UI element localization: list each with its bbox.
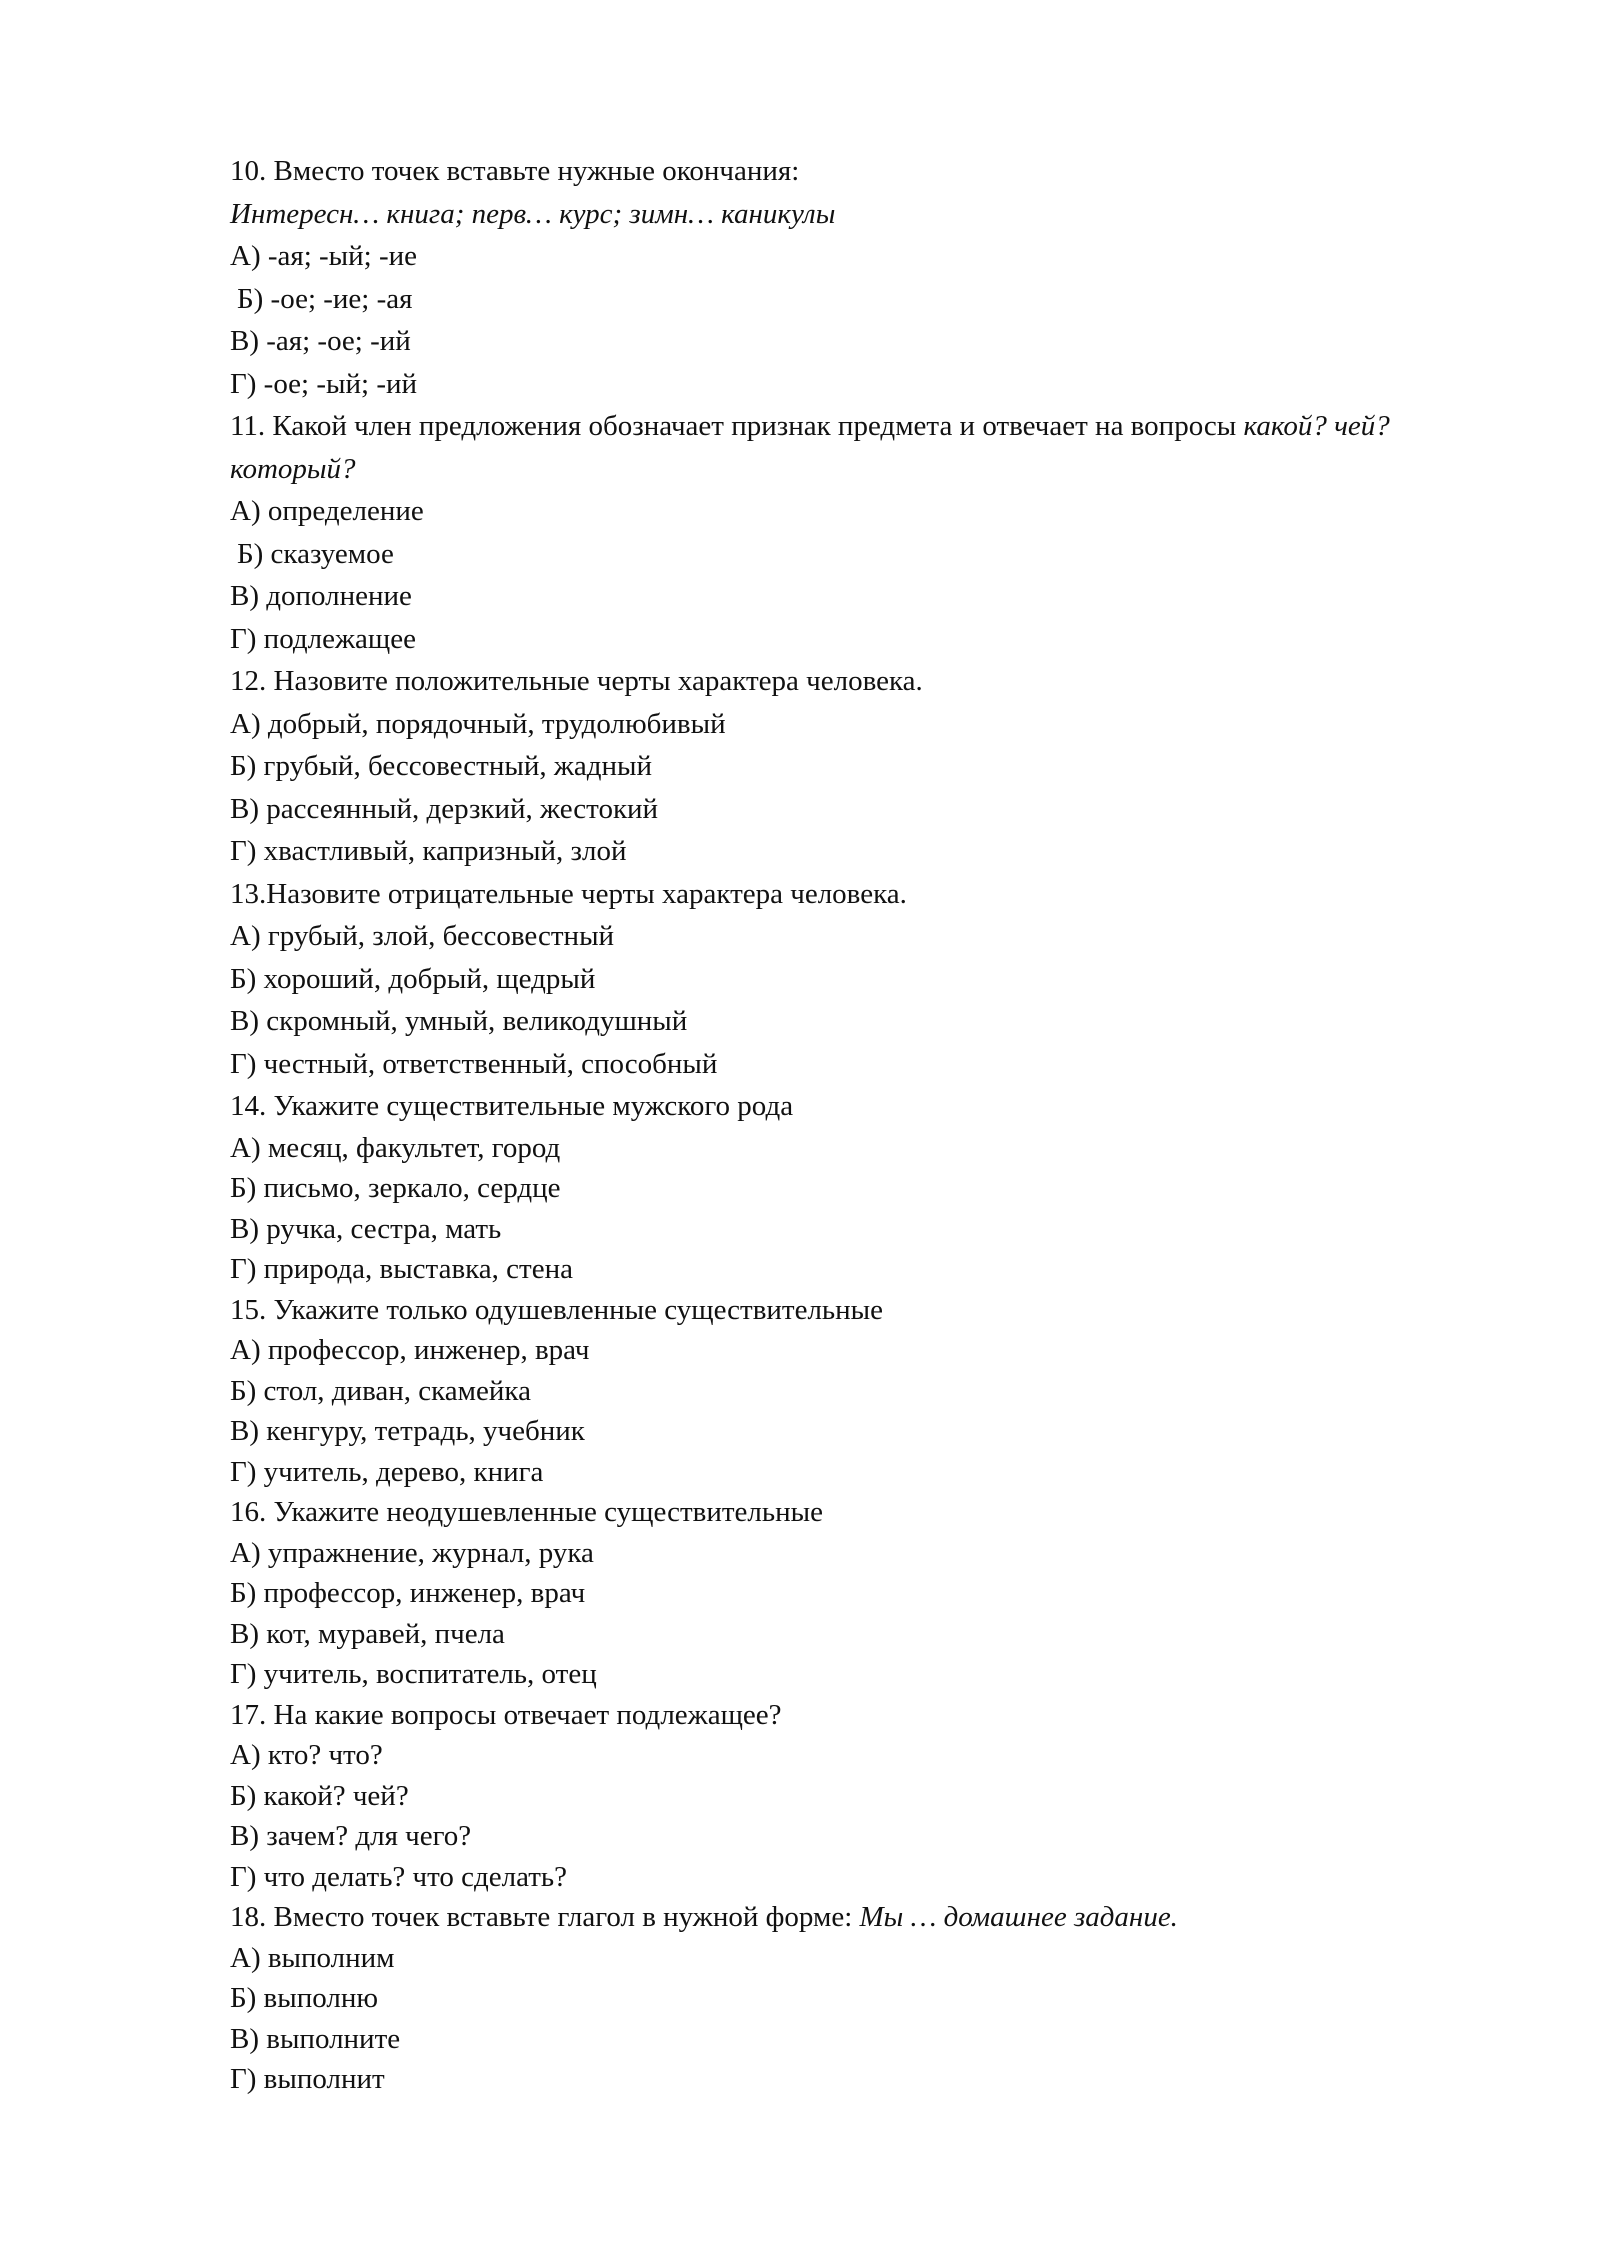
option-15-c: В) кенгуру, тетрадь, учебник (230, 1415, 585, 1447)
option-18-b: Б) выполню (230, 1982, 379, 2014)
question-17: 17. На какие вопросы отвечает подлежащее? (230, 1698, 782, 1731)
option-13-b: Б) хороший, добрый, щедрый (230, 962, 596, 995)
option-12-c: В) рассеянный, дерзкий, жестокий (230, 792, 659, 825)
option-10-a: А) -ая; -ый; -ие (230, 240, 418, 272)
document-page (230, 150, 1480, 2100)
option-17-c: В) зачем? для чего? (230, 1820, 472, 1852)
option-12-a: А) добрый, порядочный, трудолюбивый (230, 707, 726, 740)
option-18-d: Г) выполнит (230, 2063, 385, 2095)
option-18-c: В) выполните (230, 2022, 401, 2055)
option-13-d: Г) честный, ответственный, способный (230, 1047, 718, 1080)
question-11-text: 11. Какой член предложения обозначает признак предмета и отвечает на вопросы (230, 410, 1244, 442)
example-text: Интересн… книга; перв… курс; зимн… каникулы (230, 197, 836, 230)
option-16-b: Б) профессор, инженер, врач (230, 1577, 586, 1609)
option-14-c: В) ручка, сестра, мать (230, 1212, 502, 1245)
option-10-c: В) -ая; -ое; -ий (230, 325, 411, 357)
question-13: 13.Назовите отрицательные черты характера человека. (230, 877, 907, 910)
question-11-italic: какой? чей? который? (230, 410, 1390, 485)
option-10-b: Б) -ое; -ие; -ая (237, 282, 413, 315)
option-13-a: А) грубый, злой, бессовестный (230, 920, 615, 952)
option-12-b: Б) грубый, бессовестный, жадный (230, 750, 653, 782)
option-16-c: В) кот, муравей, пчела (230, 1617, 505, 1650)
question-14: 14. Укажите существительные мужского рода (230, 1090, 794, 1122)
question-18 (230, 1897, 1480, 1938)
option-13-c: В) скромный, умный, великодушный (230, 1005, 688, 1037)
option-14-d: Г) природа, выставка, стена (230, 1253, 573, 1285)
option-16-a: А) упражнение, журнал, рука (230, 1536, 594, 1569)
option-15-a: А) профессор, инженер, врач (230, 1334, 590, 1366)
option-12-d: Г) хвастливый, капризный, злой (230, 835, 627, 867)
option-14-a: А) месяц, факультет, город (230, 1131, 561, 1164)
option-15-d: Г) учитель, дерево, книга (230, 1455, 544, 1488)
question-12: 12. Назовите положительные черты характера человека. (230, 665, 923, 697)
option-16-d: Г) учитель, воспитатель, отец (230, 1658, 597, 1690)
option-18-a: А) выполним (230, 1941, 395, 1974)
question-10-example (230, 193, 1480, 236)
question-11 (230, 405, 1480, 490)
option-11-c: В) дополнение (230, 580, 412, 612)
question-16: 16. Укажите неодушевленные существительные (230, 1496, 823, 1528)
option-15-b: Б) стол, диван, скамейка (230, 1374, 531, 1407)
option-11-a: А) определение (230, 495, 424, 527)
option-11-d: Г) подлежащее (230, 622, 416, 655)
option-17-a: А) кто? что? (230, 1739, 383, 1771)
option-17-b: Б) какой? чей? (230, 1779, 409, 1812)
option-17-d: Г) что делать? что сделать? (230, 1860, 568, 1893)
option-11-b: Б) сказуемое (237, 537, 394, 570)
question-15: 15. Укажите только одушевленные существительные (230, 1293, 884, 1326)
question-18-text: 18. Вместо точек вставьте глагол в нужной форме: (230, 1901, 860, 1933)
question-18-italic: Мы … домашнее задание. (859, 1901, 1178, 1933)
question-10: 10. Вместо точек вставьте нужные окончания: (230, 155, 800, 187)
option-10-d: Г) -ое; -ый; -ий (230, 367, 418, 400)
option-14-b: Б) письмо, зеркало, сердце (230, 1172, 561, 1204)
